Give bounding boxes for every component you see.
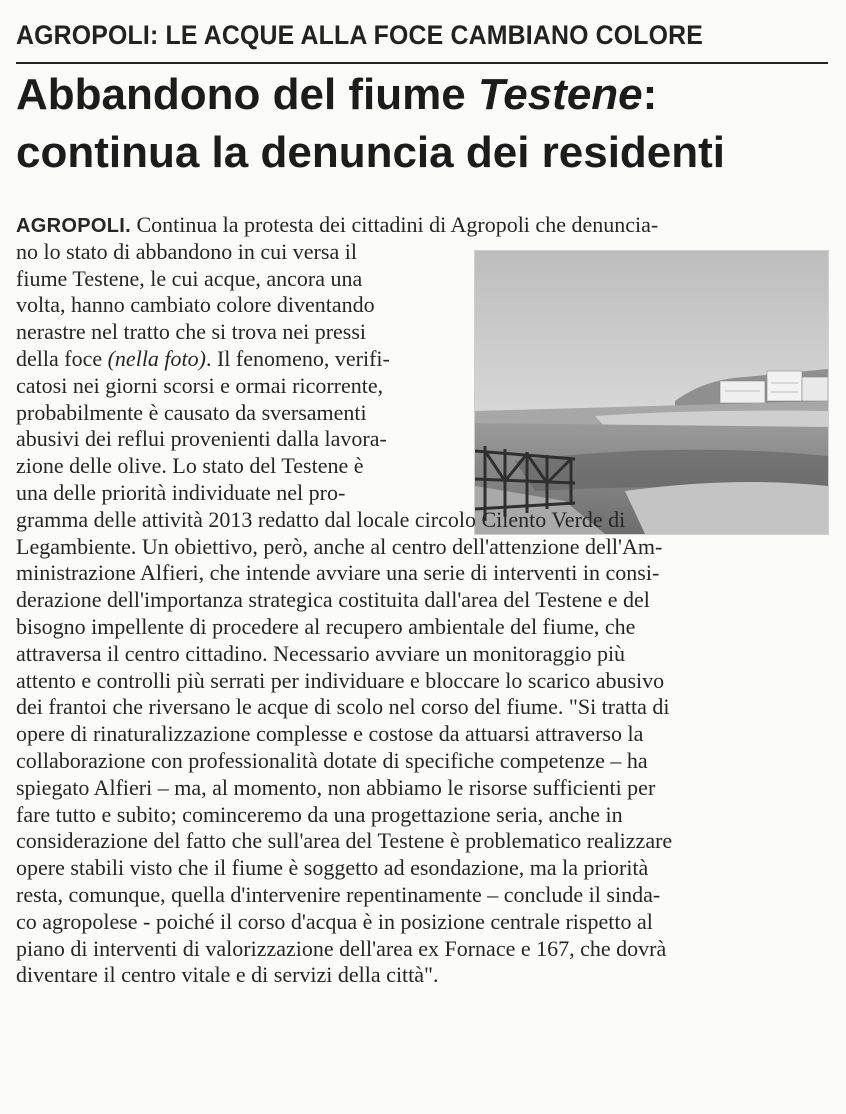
headline-text: Abbandono del fiume [16, 70, 478, 119]
body-line: piano di interventi di valorizzazione dell'area ex Fornace e 167, che dovrà [16, 935, 667, 961]
headline-line-2: continua la denuncia dei residenti [16, 128, 726, 177]
body-line: spiegato Alfieri – ma, al momento, non abbiamo le risorse sufficienti per [16, 774, 656, 800]
body-line: diventare il centro vitale e di servizi della città". [16, 962, 439, 988]
body-line: collaborazione con professionalità dotate di specifiche competenze – ha [16, 747, 648, 773]
body-line: fare tutto e subito; cominceremo da una progettazione seria, anche in [16, 801, 623, 827]
headline-river-name: Testene [477, 70, 643, 119]
body-line: gramma delle attività 2013 redatto dal locale circolo Cilento Verde di [16, 506, 626, 532]
headline-line-1 [16, 66, 828, 124]
body-line: attraversa il centro cittadino. Necessario avviare un monitoraggio più [16, 640, 626, 666]
body-line: della foce (nella foto). Il fenomeno, verifi- [16, 345, 390, 371]
body-line: derazione dell'importanza strategica costituita dall'area del Testene e del [16, 587, 650, 613]
body-line: opere stabili visto che il fiume è soggetto ad esondazione, ma la priorità [16, 855, 649, 881]
article-headline [16, 66, 828, 182]
lead-place: AGROPOLI. [16, 215, 131, 237]
body-line: co agropolese - poiché il corso d'acqua è in posizione centrale rispetto al [16, 908, 653, 934]
body-line: nerastre nel tratto che si trova nei pressi [16, 319, 367, 345]
body-line: no lo stato di abbandono in cui versa il [16, 238, 357, 264]
body-line: ministrazione Alfieri, che intende avviare una serie di interventi in consi- [16, 560, 660, 586]
body-line: una delle priorità individuate nel pro- [16, 479, 346, 505]
body-line: Legambiente. Un obiettivo, però, anche al centro dell'attenzione dell'Am- [16, 533, 663, 559]
body-line: fiume Testene, le cui acque, ancora una [16, 265, 363, 291]
body-line: bisogno impellente di procedere al recupero ambientale del fiume, che [16, 613, 636, 639]
body-line: probabilmente è causato da sversamenti [16, 399, 367, 425]
body-line: volta, hanno cambiato colore diventando [16, 292, 375, 318]
body-line: resta, comunque, quella d'intervenire repentinamente – conclude il sinda- [16, 881, 661, 907]
body-line: catosi nei giorni scorsi e ormai ricorrente, [16, 372, 384, 398]
body-line: attento e controlli più serrati per individuare e bloccare lo scarico abusivo [16, 667, 665, 693]
photo-reference: (nella foto) [107, 345, 206, 371]
kicker-rule [16, 62, 828, 64]
body-line: dei frantoi che riversano le acque di scolo nel corso del fiume. "Si tratta di [16, 694, 670, 720]
body-line: opere di rinaturalizzazione complesse e costose da attuarsi attraverso la [16, 721, 644, 747]
headline-colon: : [642, 70, 658, 119]
body-line: considerazione del fatto che sull'area del Testene è problematico realizzare [16, 828, 673, 854]
article-kicker: AGROPOLI: LE ACQUE ALLA FOCE CAMBIANO COLORE [16, 20, 704, 50]
body-line: AGROPOLI. Continua la protesta dei cittadini di Agropoli che denuncia- [16, 212, 659, 237]
article-body [16, 212, 828, 989]
body-line: abusivi dei reflui provenienti dalla lavora- [16, 426, 387, 452]
body-line: zione delle olive. Lo stato del Testene è [16, 453, 364, 479]
